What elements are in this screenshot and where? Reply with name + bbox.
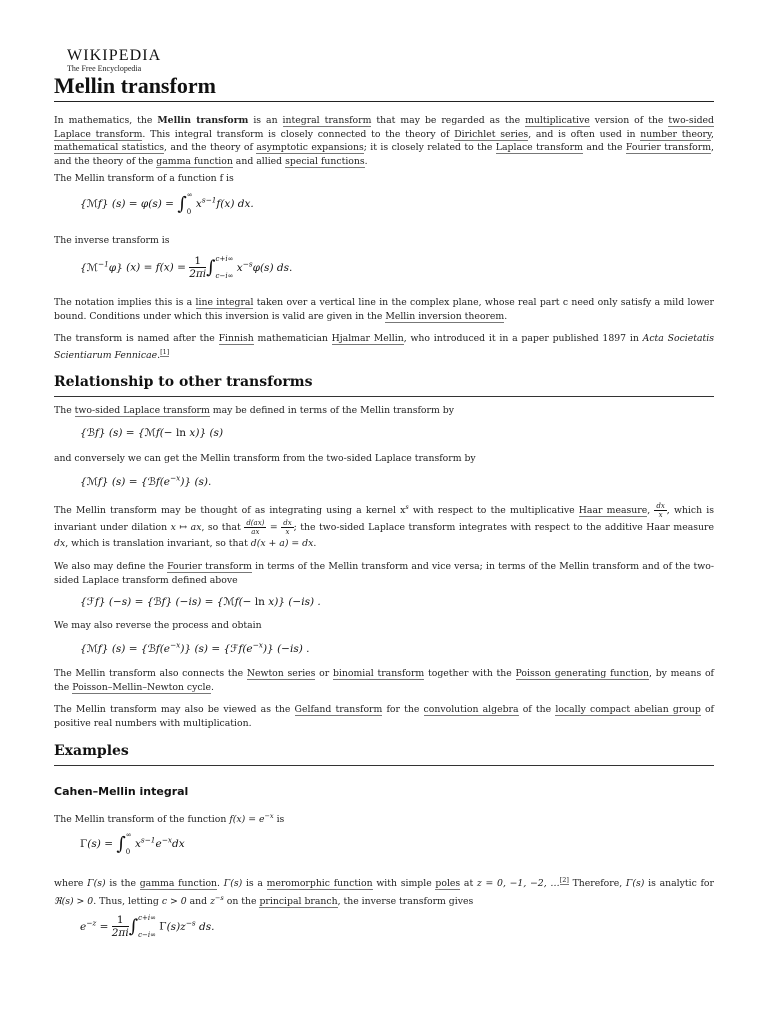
link-convolution-algebra[interactable]: convolution algebra xyxy=(423,704,519,715)
link-line-integral[interactable]: line integral xyxy=(195,297,254,308)
link-locally-compact-abelian-group[interactable]: locally compact abelian group xyxy=(555,704,701,715)
link-meromorphic-function[interactable]: meromorphic function xyxy=(266,878,373,890)
link-asymptotic-expansions[interactable]: asymptotic expansions xyxy=(256,142,364,153)
equation-mellin-definition: {ℳf} (s) = φ(s) = ∫ ∞ 0 $x^{s-1}f(x)$ dx. xyxy=(80,191,254,216)
reverse-process-paragraph: We may also reverse the process and obtain xyxy=(54,620,262,631)
equation-reverse-process: {ℳf} $(s) = \{ℬf(e^{-x})\} (s)$ = $\{ℱf(e^{-x})\}$ (−is) . xyxy=(80,640,310,655)
fourier-paragraph: We also may define the Fourier transform in terms of the Mellin transform and vice versa; in terms of the Mellin transform and of the two-sided Laplace transform defined above xyxy=(54,561,714,586)
link-special-functions[interactable]: special functions xyxy=(285,155,365,167)
history-paragraph: The transform is named after the Finnish mathematician Hjalmar Mellin, who introduced it in a paper published 1897 in Acta Societatis Scientiarum Fennicae.[1] xyxy=(54,333,715,361)
link-fourier-transform[interactable]: Fourier transform xyxy=(625,142,712,153)
conversely-paragraph: and conversely we can get the Mellin transform from the two-sided Laplace transform by xyxy=(54,453,476,464)
link-two-sided-laplace-transform[interactable]: two-sided Laplace transform xyxy=(54,115,714,140)
link-dirichlet-series[interactable]: Dirichlet series xyxy=(454,128,529,140)
link-two-sided-laplace-transform-2[interactable]: two-sided Laplace transform xyxy=(74,405,210,416)
inverse-transform-intro: The inverse transform is xyxy=(54,235,170,246)
equation-gamma-integral: Γ(s) = ∫ ∞ 0 $x^{s-1}e^{-x}dx$ xyxy=(80,831,185,856)
newton-series-paragraph: The Mellin transform also connects the Newton series or binomial transform together with the Poisson generating function, by means of the Poisson–Mellin–Newton cycle. xyxy=(54,668,714,693)
gamma-poles-paragraph: where Γ(s) is the gamma function. Γ(s) is a meromorphic function with simple poles at z = 0, −1, −2, …[2] Therefore, Γ(s) is analytic for ℜ(s) > 0. Thus, letting c > 0 and $z^{-s}$ on the principal branch, the inverse transform gives xyxy=(54,876,714,908)
logo-wordmark: WIKIPEDIA xyxy=(67,47,162,64)
link-integral-transform[interactable]: integral transform xyxy=(282,115,372,126)
equation-mellin-from-laplace: {ℳf} $(s) = \{ℬf(e^{-x})\}$ (s). xyxy=(80,473,212,488)
link-mellin-inversion-theorem[interactable]: Mellin inversion theorem xyxy=(385,310,505,322)
link-multiplicative[interactable]: multiplicative xyxy=(525,115,590,126)
notation-paragraph: The notation implies this is a line integral taken over a vertical line in the complex plane, whose real part c need only satisfy a mild lower bound. Conditions under which this inversion is valid are given in the Mellin inversion theorem. xyxy=(54,297,714,322)
section-heading-examples: Examples xyxy=(54,741,714,766)
link-haar-measure[interactable]: Haar measure xyxy=(578,505,648,517)
reference-2[interactable]: [2] xyxy=(559,876,569,884)
logo-tagline: The Free Encyclopedia xyxy=(67,64,142,73)
equation-fourier-relation: {ℱf} (−s) = {ℬf} (−is) = {ℳf(− ln x)} (−is) . xyxy=(80,596,321,608)
article xyxy=(54,48,714,168)
equation-cahen-mellin-inverse: $e^{-z}$ = $\frac{1}{2\pi i}$ ∫ c+i∞ c−i∞ $\Gamma(s)z^{-s}$ ds. xyxy=(80,913,215,940)
link-poisson-mellin-newton-cycle[interactable]: Poisson–Mellin–Newton cycle xyxy=(72,681,212,693)
laplace-definition-paragraph: The two-sided Laplace transform may be defined in terms of the Mellin transform by xyxy=(54,405,454,416)
equation-laplace-from-mellin: {ℬf} (s) = {ℳf(− ln x)} (s) xyxy=(80,427,224,439)
link-poles[interactable]: poles xyxy=(435,878,461,890)
link-principal-branch[interactable]: principal branch xyxy=(259,896,338,908)
link-laplace-transform[interactable]: Laplace transform xyxy=(495,142,583,153)
link-fourier-transform-2[interactable]: Fourier transform xyxy=(167,561,252,572)
link-gamma-function-2[interactable]: gamma function xyxy=(139,878,218,890)
section-heading-relationship: Relationship to other transforms xyxy=(54,372,714,397)
mellin-definition-intro: The Mellin transform of a function f is xyxy=(54,173,234,184)
equation-inverse-transform: {ℳ$^{-1}$φ} (x) = f(x) = $\frac{1}{2\pi i}$ ∫ c+i∞ c−i∞ $x^{-s}\varphi(s)$ ds. xyxy=(80,254,293,281)
haar-measure-paragraph: The Mellin transform may be thought of as integrating using a kernel $x^s$ with respect to the multiplicative Haar measure, $\frac{dx}{x}$ , which is invariant under dilation x ↦ ax, so that $\frac{d(ax)}{ax}$ = $\frac{dx}{x}$ ; the two-sided Laplace transform integrates with respect to the additive Haar measure dx, which is translation invariant, so that d(x + a) = dx. xyxy=(54,502,714,550)
link-finnish[interactable]: Finnish xyxy=(218,333,254,344)
wikipedia-logo[interactable] xyxy=(54,48,714,73)
page-title: Mellin transform xyxy=(54,73,714,102)
subsection-heading-cahen-mellin: Cahen–Mellin integral xyxy=(54,785,189,798)
intro-paragraph: In mathematics, the Mellin transform is an integral transform that may be regarded as the multiplicative version of the two-sided Laplace transform. This integral transform is closely connected to the theory of Dirichlet series, and is often used in number theory, mathematical statistics, and the theory of asymptotic expansions; it is closely related to the Laplace transform and the Fourier transform, and the theory of the gamma function and allied special functions. xyxy=(54,115,714,167)
link-number-theory[interactable]: number theory xyxy=(640,128,711,140)
link-mathematical-statistics[interactable]: mathematical statistics xyxy=(54,142,165,153)
cahen-mellin-paragraph: The Mellin transform of the function $f(x) = e^{-x}$ is xyxy=(54,812,285,826)
link-poisson-generating-function[interactable]: Poisson generating function xyxy=(515,668,650,679)
link-newton-series[interactable]: Newton series xyxy=(246,668,316,679)
link-gelfand-transform[interactable]: Gelfand transform xyxy=(294,704,383,715)
reference-1[interactable]: [1] xyxy=(160,347,170,356)
link-hjalmar-mellin[interactable]: Hjalmar Mellin xyxy=(331,333,404,344)
link-binomial-transform[interactable]: binomial transform xyxy=(332,668,425,679)
gelfand-paragraph: The Mellin transform may also be viewed as the Gelfand transform for the convolution algebra of the locally compact abelian group of positive real numbers with multiplication. xyxy=(54,704,715,729)
link-gamma-function[interactable]: gamma function xyxy=(156,155,233,167)
